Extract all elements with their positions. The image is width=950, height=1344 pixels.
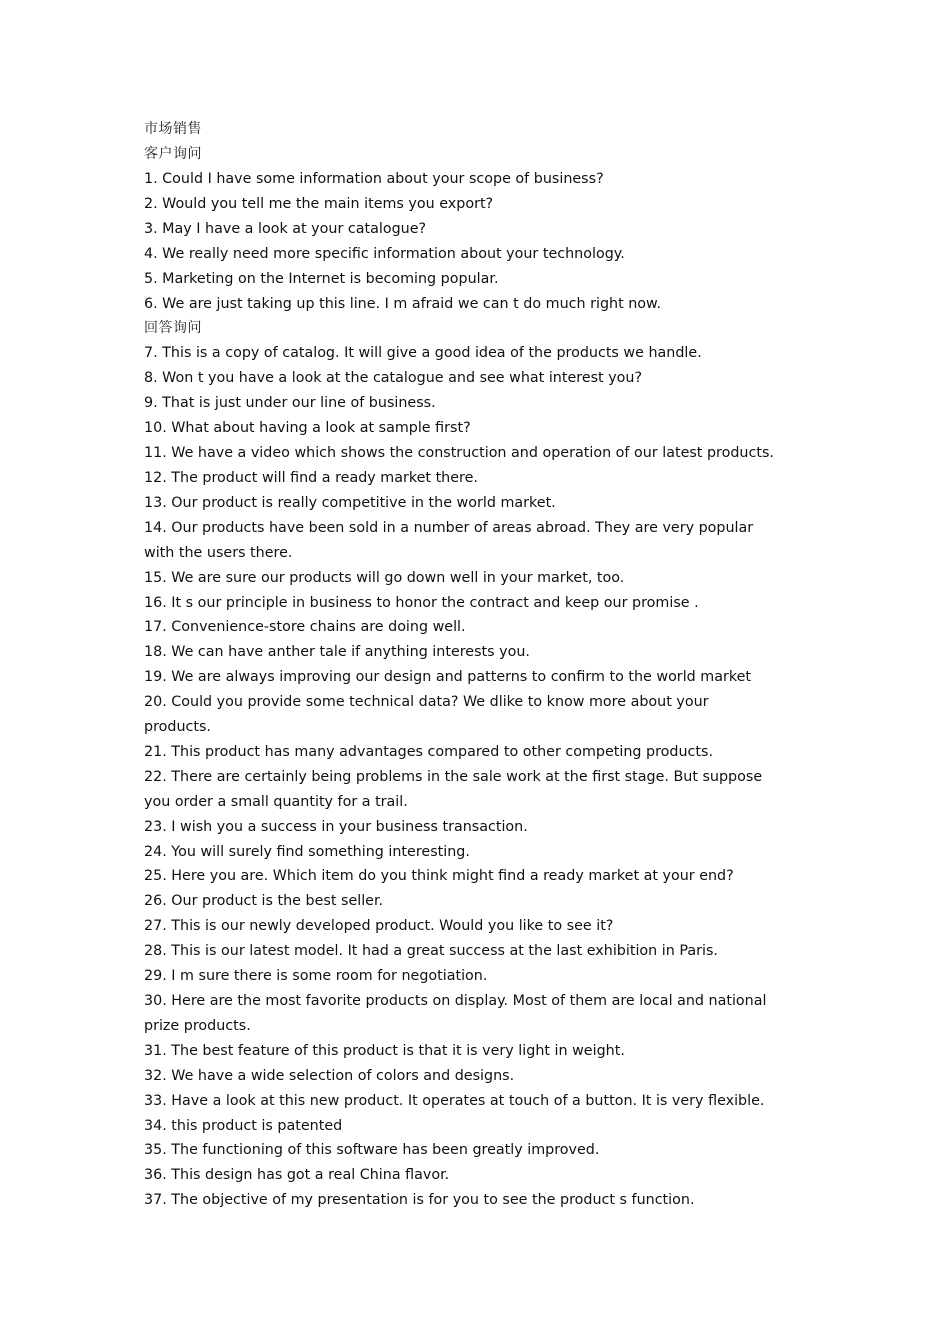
text-line: 13. Our product is really competitive in the world market. bbox=[144, 494, 556, 511]
text-line: 11. We have a video which shows the construction and operation of our latest products. bbox=[144, 445, 774, 462]
text-line: 17. Convenience-store chains are doing well. bbox=[144, 619, 466, 636]
text-line: 15. We are sure our products will go down well in your market, too. bbox=[144, 569, 625, 586]
section-heading: 客户询问 bbox=[144, 146, 202, 162]
document-body bbox=[144, 117, 774, 1213]
section-heading: 回答询问 bbox=[144, 320, 202, 337]
text-line: 30. Here are the most favorite products on display. Most of them are local and national bbox=[144, 993, 767, 1009]
text-line: 37. The objective of my presentation is for you to see the product s function. bbox=[144, 1192, 695, 1209]
text-line: 26. Our product is the best seller. bbox=[144, 893, 384, 910]
text-line: 23. I wish you a success in your business transaction. bbox=[144, 818, 528, 835]
text-line: 18. We can have anther tale if anything interests you. bbox=[144, 644, 530, 661]
text-line: 16. It s our principle in business to honor the contract and keep our promise . bbox=[144, 594, 699, 611]
text-line: 6. We are just taking up this line. I m afraid we can t do much right now. bbox=[144, 295, 661, 312]
section-heading: 市场销售 bbox=[144, 121, 202, 137]
text-line: 7. This is a copy of catalog. It will give a good idea of the products we handle. bbox=[144, 345, 702, 362]
text-line: 31. The best feature of this product is that it is very light in weight. bbox=[144, 1042, 625, 1059]
text-line: 28. This is our latest model. It had a great success at the last exhibition in Paris. bbox=[144, 943, 718, 960]
text-line: 5. Marketing on the Internet is becoming popular. bbox=[144, 270, 499, 287]
text-line: 33. Have a look at this new product. It operates at touch of a button. It is very flexible. bbox=[144, 1092, 765, 1109]
text-line: 2. Would you tell me the main items you export? bbox=[144, 195, 494, 212]
text-line: 12. The product will find a ready market there. bbox=[144, 469, 478, 486]
text-line: 32. We have a wide selection of colors and designs. bbox=[144, 1067, 515, 1084]
text-line: 22. There are certainly being problems in the sale work at the first stage. But suppose bbox=[144, 768, 763, 785]
text-line: 25. Here you are. Which item do you think might find a ready market at your end? bbox=[144, 868, 734, 885]
text-line: prize products. bbox=[144, 1017, 251, 1034]
text-line: you order a small quantity for a trail. bbox=[144, 793, 408, 810]
text-line: 10. What about having a look at sample first? bbox=[144, 420, 471, 437]
text-line: 8. Won t you have a look at the catalogue and see what interest you? bbox=[144, 370, 643, 387]
text-line: 34. this product is patented bbox=[144, 1117, 343, 1134]
text-line: 35. The functioning of this software has been greatly improved. bbox=[144, 1142, 600, 1159]
text-line: 24. You will surely find something interesting. bbox=[144, 843, 470, 860]
text-line: 9. That is just under our line of business. bbox=[144, 395, 436, 412]
text-line: 3. May I have a look at your catalogue? bbox=[144, 220, 427, 237]
text-line: products. bbox=[144, 719, 211, 736]
text-line: 27. This is our newly developed product. Would you like to see it? bbox=[144, 918, 614, 935]
text-line: 20. Could you provide some technical data? We dlike to know more about your bbox=[144, 694, 709, 711]
text-line: 21. This product has many advantages compared to other competing products. bbox=[144, 743, 714, 760]
text-line: 14. Our products have been sold in a number of areas abroad. They are very popular bbox=[144, 519, 754, 536]
text-line: with the users there. bbox=[144, 544, 293, 561]
text-line: 29. I m sure there is some room for negotiation. bbox=[144, 968, 488, 985]
text-line: 36. This design has got a real China flavor. bbox=[144, 1167, 450, 1184]
text-line: 19. We are always improving our design and patterns to confirm to the world market bbox=[144, 669, 752, 686]
text-line: 1. Could I have some information about your scope of business? bbox=[144, 171, 604, 187]
text-line: 4. We really need more specific information about your technology. bbox=[144, 245, 625, 262]
